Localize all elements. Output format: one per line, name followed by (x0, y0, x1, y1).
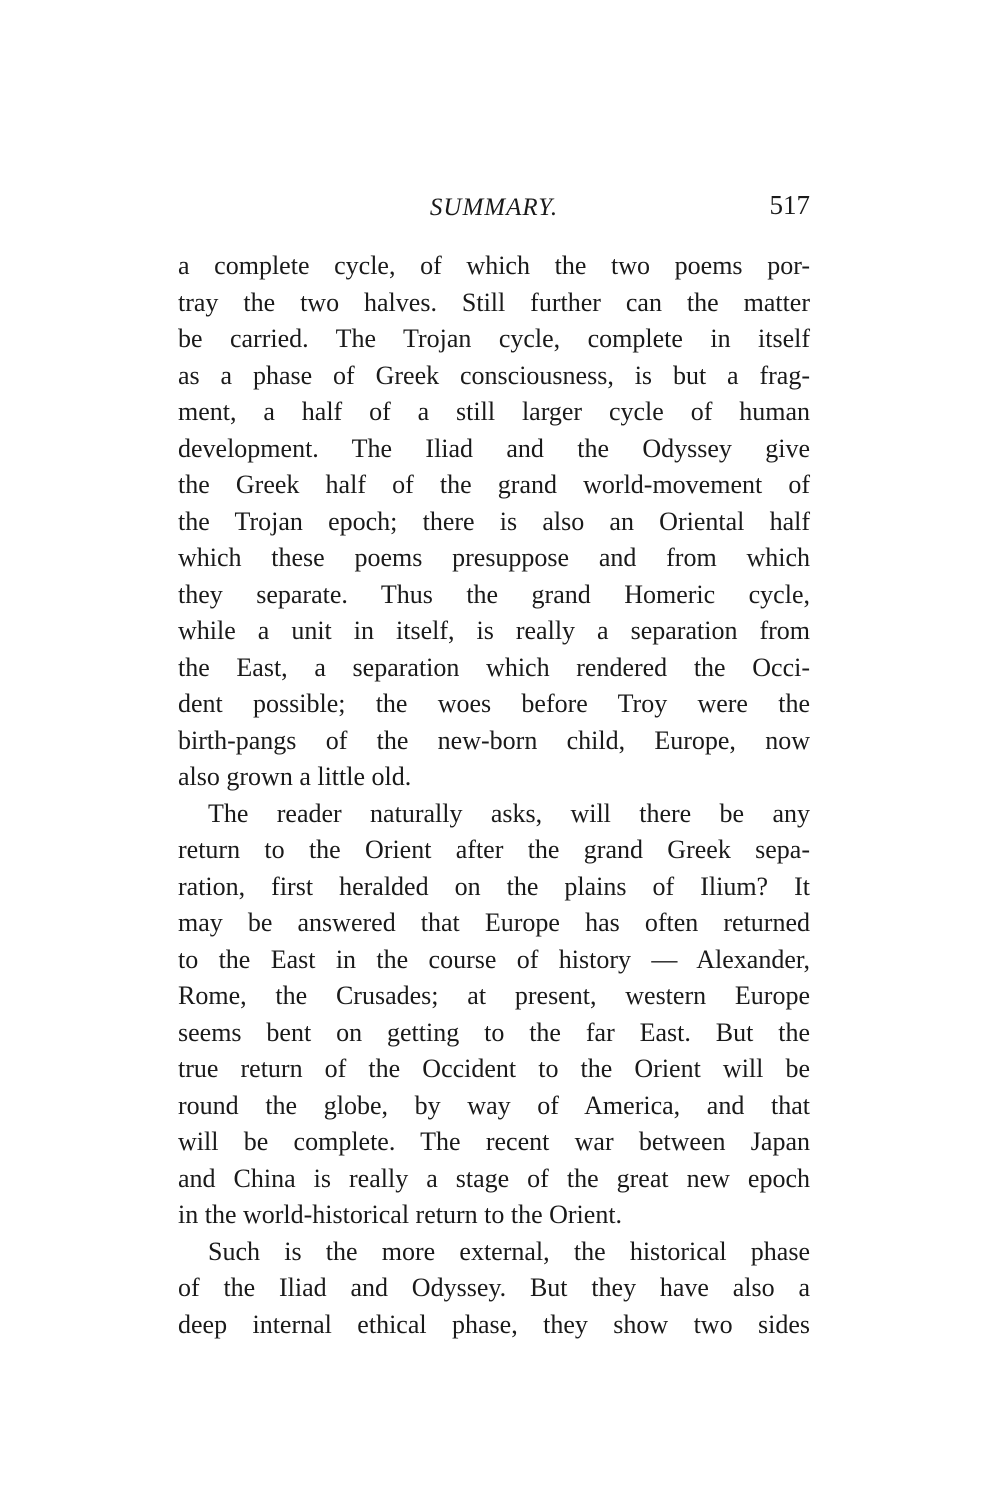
text-line: of the Iliad and Odyssey. But they have also a (178, 1273, 810, 1302)
text-line: Rome, the Crusades; at present, western Europe (178, 981, 810, 1010)
text-line: return to the Orient after the grand Greek sepa- (178, 835, 810, 864)
paragraph-end-line: also grown a little old. (178, 762, 412, 791)
text-line: development. The Iliad and the Odyssey give (178, 433, 810, 463)
text-line: true return of the Occident to the Orient will be (178, 1054, 810, 1083)
running-head (178, 190, 810, 230)
text-line: will be complete. The recent war between Japan (178, 1127, 810, 1156)
text-line: round the globe, by way of America, and that (178, 1090, 810, 1120)
text-line: deep internal ethical phase, they show two sides (178, 1309, 810, 1339)
text-line: be carried. The Trojan cycle, complete in itself (178, 324, 810, 353)
text-line: the East, a separation which rendered the Occi- (178, 652, 810, 682)
body-text (178, 248, 810, 1343)
text-line: birth-pangs of the new-born child, Europe, now (178, 725, 810, 755)
paragraph-end-line: in the world-historical return to the Orient. (178, 1200, 623, 1229)
paragraph-start-line: The reader naturally asks, will there be any (208, 798, 810, 828)
text-line: ration, first heralded on the plains of Ilium? It (178, 871, 810, 901)
text-line: tray the two halves. Still further can the matter (178, 287, 810, 317)
text-line: may be answered that Europe has often returned (178, 908, 810, 937)
text-line: the Greek half of the grand world-movement of (178, 470, 810, 499)
text-line: dent possible; the woes before Troy were the (178, 689, 810, 718)
text-line: and China is really a stage of the great new epoch (178, 1163, 810, 1193)
running-title: SUMMARY. (429, 194, 559, 221)
text-line: as a phase of Greek consciousness, is but a frag- (178, 360, 810, 390)
text-line: while a unit in itself, is really a separation from (178, 616, 810, 645)
text-line: ment, a half of a still larger cycle of human (178, 397, 810, 426)
page-number: 517 (769, 190, 810, 220)
paragraph-start-line: Such is the more external, the historical phase (208, 1236, 810, 1266)
text-line: which these poems presuppose and from which (178, 543, 810, 572)
text-line: they separate. Thus the grand Homeric cycle, (178, 579, 810, 609)
text-line: to the East in the course of history — Alexander, (178, 944, 810, 974)
text-line: the Trojan epoch; there is also an Oriental half (178, 506, 810, 536)
text-line: a complete cycle, of which the two poems por- (178, 251, 810, 280)
text-line: seems bent on getting to the far East. But the (178, 1017, 810, 1047)
